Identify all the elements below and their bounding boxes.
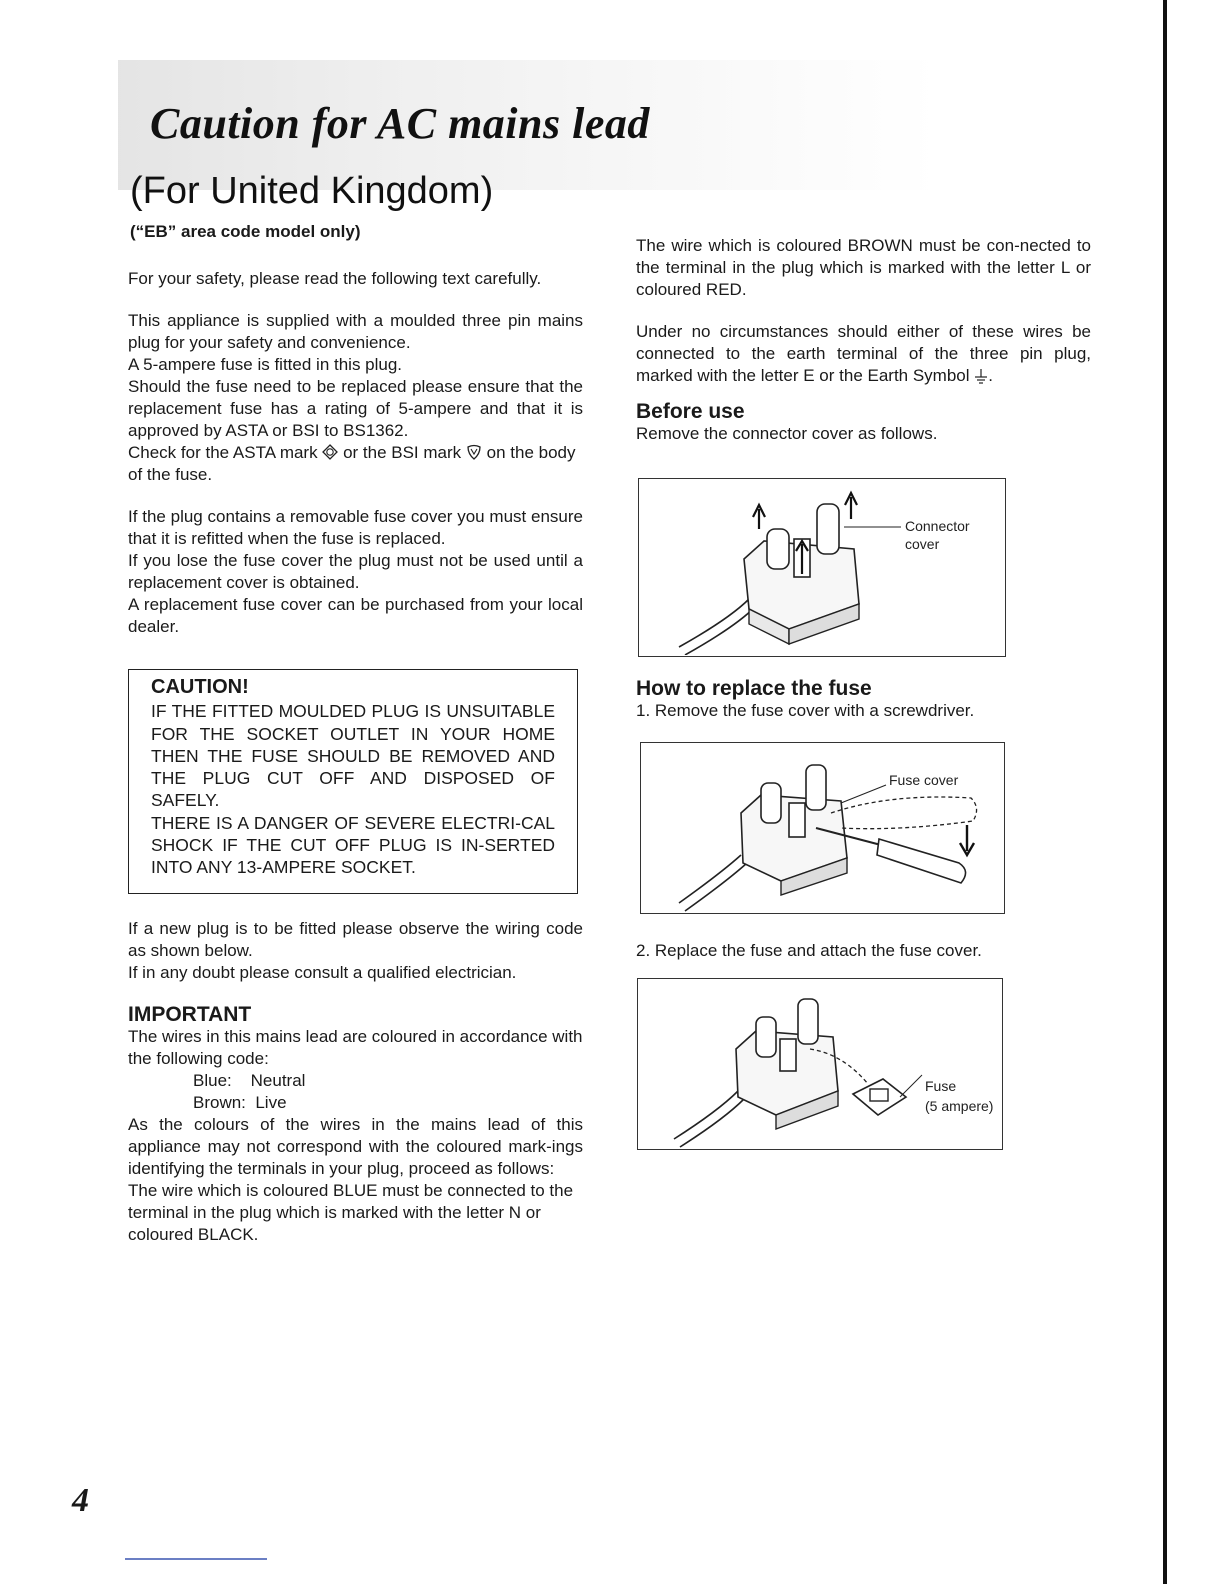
wire-code-blue: Blue: Neutral <box>193 1071 306 1090</box>
plug-connector-cover-illustration <box>639 479 1004 655</box>
fuse-replacement-figure <box>637 978 1003 1150</box>
page-subtitle: (For United Kingdom) <box>130 170 494 212</box>
important-intro: The wires in this mains lead are coloured in accordance with the following code: <box>128 1027 583 1068</box>
replace-step-1: 1. Remove the fuse cover with a screwdriver. <box>636 701 975 720</box>
important-text-2: The wire which is coloured BLUE must be connected to the terminal in the plug which is marked with the letter N or coloured BLACK. <box>128 1181 574 1244</box>
area-code-note: (“EB” area code model only) <box>130 222 361 241</box>
connector-label-line1: Connector <box>905 518 970 534</box>
asta-check-line <box>128 442 583 486</box>
fuse-cover-label: Fuse cover <box>889 772 959 788</box>
caution-text-2: THERE IS A DANGER OF SEVERE ELECTRI-CAL SHOCK IF THE CUT OFF PLUG IS IN-SERTED INTO ANY 13-AMPERE SOCKET. <box>151 812 555 878</box>
replace-step-2-wrap <box>636 940 1091 962</box>
connector-label-line2: cover <box>905 536 940 552</box>
right-column-top <box>636 235 1091 445</box>
caution-box <box>128 669 578 894</box>
bsi-mark-icon <box>466 444 482 460</box>
replace-fuse-heading: How to replace the fuse <box>636 677 872 700</box>
earth-warning-text: Under no circumstances should either of these wires be connected to the earth terminal of the three pin plug, marked with the letter E or the Earth Symbol <box>636 322 1091 385</box>
page-number: 4 <box>72 1482 89 1519</box>
fuse-para-3: Should the fuse need to be replaced please ensure that the replacement fuse has a rating of 5-ampere and that it is approved by ASTA or BSI to BS1362. <box>128 377 583 440</box>
brown-wire-para: The wire which is coloured BROWN must be con-nected to the terminal in the plug which is marked with the letter L or coloured RED. <box>636 236 1091 299</box>
left-column-bottom <box>128 918 583 1246</box>
fuse-cover-para-2: If you lose the fuse cover the plug must not be used until a replacement cover is obtained. <box>128 551 583 592</box>
electrician-para: If in any doubt please consult a qualified electrician. <box>128 963 517 982</box>
left-column-top <box>128 268 583 638</box>
page-title: Caution for AC mains lead <box>150 99 650 148</box>
fuse-label-line1: Fuse <box>925 1078 957 1094</box>
wire-code-brown: Brown: Live <box>193 1093 287 1112</box>
connector-cover-figure <box>638 478 1006 657</box>
asta-text: Check for the ASTA mark <box>128 443 318 462</box>
asta-mark-icon <box>322 444 338 460</box>
bottom-footer-rule <box>125 1558 267 1560</box>
fuse-para-1: This appliance is supplied with a moulded three pin mains plug for your safety and convenience. <box>128 311 583 352</box>
fuse-insert-illustration <box>638 979 1001 1148</box>
fuse-cover-figure <box>640 742 1005 914</box>
important-heading: IMPORTANT <box>128 1003 252 1026</box>
fuse-cover-para-3: A replacement fuse cover can be purchased from your local dealer. <box>128 595 583 636</box>
earth-symbol-icon <box>974 368 988 384</box>
right-edge-rule <box>1163 0 1167 1584</box>
caution-text-1: IF THE FITTED MOULDED PLUG IS UNSUITABLE FOR THE SOCKET OUTLET IN YOUR HOME THEN THE FUSE SHOULD BE REMOVED AND THE PLUG CUT OFF AND DISPOSED OF SAFELY. <box>151 701 555 811</box>
replace-fuse-section <box>636 678 1091 722</box>
before-use-heading: Before use <box>636 400 745 423</box>
screwdriver-fuse-illustration <box>641 743 1003 912</box>
fuse-body-text: on the body of the fuse. <box>128 443 576 484</box>
new-plug-para: If a new plug is to be fitted please observe the wiring code as shown below. <box>128 919 583 960</box>
fuse-label-line2: (5 ampere) <box>925 1098 994 1114</box>
before-use-text: Remove the connector cover as follows. <box>636 424 938 443</box>
safety-intro: For your safety, please read the following text carefully. <box>128 269 542 288</box>
replace-step-2: 2. Replace the fuse and attach the fuse cover. <box>636 941 982 960</box>
earth-warning-para: Under no circumstances should either of these wires be connected to the earth terminal of the three pin plug, marked with the letter E or the Earth Symbol . <box>636 322 1091 385</box>
important-text-1: As the colours of the wires in the mains lead of this appliance may not correspond with the coloured mark-ings identifying the terminals in your plug, proceed as follows: <box>128 1115 583 1178</box>
caution-heading: CAUTION! <box>151 676 249 698</box>
fuse-para-2: A 5-ampere fuse is fitted in this plug. <box>128 355 403 374</box>
fuse-cover-para-1: If the plug contains a removable fuse cover you must ensure that it is refitted when the fuse is replaced. <box>128 507 583 548</box>
bsi-text: or the BSI mark <box>343 443 462 462</box>
